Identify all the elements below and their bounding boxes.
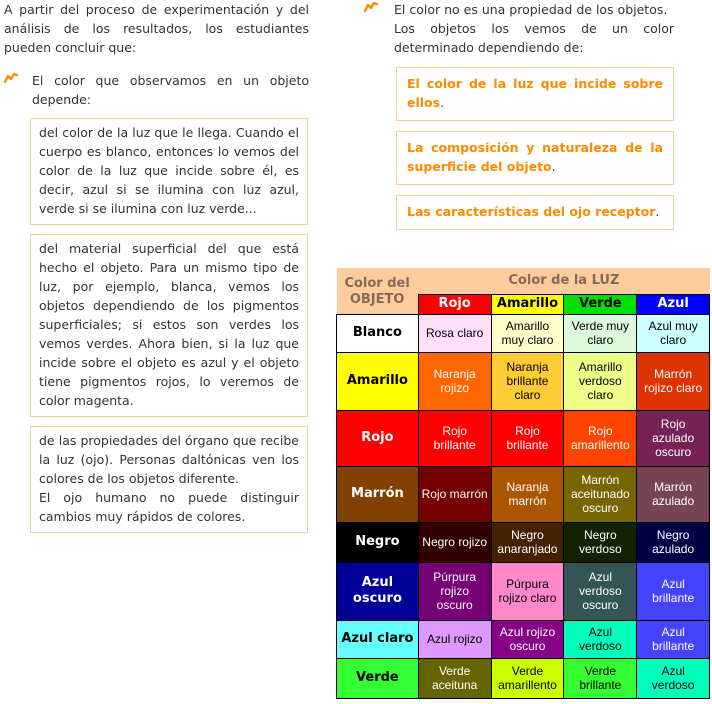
result-color-cell: Marrón aceitunado oscuro	[564, 466, 637, 522]
result-color-cell: Rojo brillante	[491, 410, 564, 466]
result-color-cell: Amarillo muy claro	[491, 314, 564, 352]
result-color-cell: Azul brillante	[637, 562, 710, 620]
color-mix-table	[336, 268, 710, 699]
result-color-cell: Amarillo verdoso claro	[564, 352, 637, 410]
table-row	[337, 658, 710, 698]
light-column-azul: Azul	[637, 294, 710, 314]
object-color-cell: Marrón	[337, 466, 419, 522]
object-color-cell: Blanco	[337, 314, 419, 352]
object-color-cell: Rojo	[337, 410, 419, 466]
result-color-cell: Verde amarillento	[491, 658, 564, 698]
highlight-text: La composición y naturaleza de la superficie del objeto	[407, 140, 663, 174]
light-column-amarillo: Amarillo	[491, 294, 564, 314]
result-color-cell: Marrón rojizo claro	[637, 352, 710, 410]
light-column-rojo: Rojo	[418, 294, 491, 314]
intro-paragraph: A partir del proceso de experimentación y del análisis de los resultados, los estudiantes pueden concluir que:	[4, 2, 309, 55]
bullet-text: El color no es una propiedad de los objetos.	[394, 2, 668, 17]
table-row	[337, 522, 710, 562]
light-column-verde: Verde	[564, 294, 637, 314]
object-color-cell: Azul claro	[337, 620, 419, 658]
table-row	[337, 562, 710, 620]
color-table	[336, 268, 710, 699]
result-color-cell: Púrpura rojizo claro	[491, 562, 564, 620]
highlight-box-surface: La composición y naturaleza de la superficie del objeto.	[396, 131, 674, 185]
result-color-cell: Púrpura rojizo oscuro	[418, 562, 491, 620]
result-color-cell: Rojo amarillento	[564, 410, 637, 466]
result-color-cell: Negro verdoso	[564, 522, 637, 562]
object-color-cell: Verde	[337, 658, 419, 698]
bullet-item	[366, 0, 674, 57]
result-color-cell: Negro rojizo	[418, 522, 491, 562]
table-row	[337, 352, 710, 410]
highlight-text: El color de la luz que incide sobre ellos	[407, 76, 663, 110]
result-color-cell: Azul muy claro	[637, 314, 710, 352]
result-color-cell: Azul rojizo oscuro	[491, 620, 564, 658]
result-color-cell: Marrón azulado	[637, 466, 710, 522]
object-color-cell: Amarillo	[337, 352, 419, 410]
orange-arrow-icon	[4, 73, 18, 83]
table-row	[337, 466, 710, 522]
result-color-cell: Azul brillante	[637, 620, 710, 658]
result-color-cell: Azul verdoso	[637, 658, 710, 698]
box-text: El ojo humano no puede distinguir cambios muy rápidos de colores.	[39, 490, 299, 524]
result-color-cell: Verde aceituna	[418, 658, 491, 698]
orange-arrow-icon	[364, 2, 378, 12]
result-color-cell: Naranja marrón	[491, 466, 564, 522]
highlight-box-light: El color de la luz que incide sobre ellos.	[396, 67, 674, 121]
light-color-header: Color de la LUZ	[418, 268, 709, 294]
result-color-cell: Rojo marrón	[418, 466, 491, 522]
box-text: de las propiedades del órgano que recibe la luz (ojo). Personas daltónicas ven los colores de los objetos diferente.	[39, 433, 299, 486]
table-row	[337, 410, 710, 466]
left-column	[4, 0, 309, 533]
result-color-cell: Negro azulado	[637, 522, 710, 562]
table-row	[337, 314, 710, 352]
result-color-cell: Azul verdoso	[564, 620, 637, 658]
highlight-box-eye: Las características del ojo receptor.	[396, 195, 674, 230]
result-color-cell: Verde brillante	[564, 658, 637, 698]
object-color-cell: Azul oscuro	[337, 562, 419, 620]
bullet-item	[4, 71, 309, 109]
bullet-text: Los objetos los vemos de un color determinado dependiendo de:	[394, 21, 674, 55]
result-color-cell: Verde muy claro	[564, 314, 637, 352]
result-color-cell: Azul verdoso oscuro	[564, 562, 637, 620]
result-color-cell: Naranja rojizo	[418, 352, 491, 410]
info-box-material: del material superficial del que está hecho el objeto. Para un mismo tipo de luz, por ejemplo, blanca, vemos los objetos dependiendo de los pigmentos superficiales; si estos son verdes los vemos verdes. Ahora bien, si la luz que incide sobre el objeto es azul y el objeto tiene pigmentos rojos, lo veremos de color magenta.	[30, 234, 308, 417]
result-color-cell: Naranja brillante claro	[491, 352, 564, 410]
bullet-text: El color que observamos en un objeto depende:	[32, 73, 309, 107]
result-color-cell: Rojo brillante	[418, 410, 491, 466]
object-color-cell: Negro	[337, 522, 419, 562]
result-color-cell: Negro anaranjado	[491, 522, 564, 562]
result-color-cell: Azul rojizo	[418, 620, 491, 658]
table-row	[337, 620, 710, 658]
info-box-light: del color de la luz que le llega. Cuando el cuerpo es blanco, entonces lo vemos del color de la luz que incide sobre él, es decir, azul si se ilumina con luz azul, verde si se ilumina con luz verde...	[30, 118, 308, 225]
info-box-eye	[30, 426, 308, 533]
result-color-cell: Rojo azulado oscuro	[637, 410, 710, 466]
result-color-cell: Rosa claro	[418, 314, 491, 352]
object-color-header: Color del OBJETO	[337, 268, 419, 314]
right-column	[366, 0, 674, 230]
highlight-text: Las características del ojo receptor	[407, 204, 656, 219]
